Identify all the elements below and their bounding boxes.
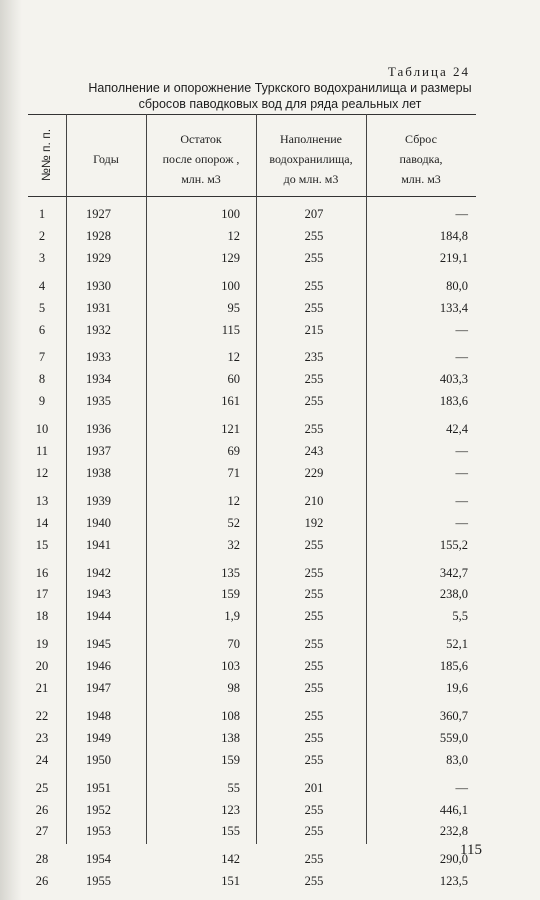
year-cell: 1933 [86,350,111,365]
row-number: 28 [35,852,49,867]
row-number: 15 [35,537,49,552]
table-row [28,656,476,676]
discharge-cell: — [455,465,468,480]
remain-cell: 71 [227,465,240,480]
discharge-cell: 185,6 [439,659,468,674]
fill-cell: 207 [304,207,324,221]
discharge-cell: 52,1 [446,637,468,652]
remain-cell: 70 [227,637,240,652]
remain-cell: 123 [221,802,240,817]
table-row [28,463,476,483]
fill-cell: 255 [304,681,324,695]
year-cell: 1932 [86,322,111,337]
row-number: 21 [35,681,49,695]
discharge-cell: 133,4 [439,300,468,315]
remain-cell: 100 [221,207,240,221]
remain-cell: 98 [227,681,240,695]
remain-cell: 69 [227,444,240,458]
discharge-cell: 123,5 [439,874,468,889]
row-number: 6 [38,322,46,337]
discharge-cell: 232,8 [439,824,468,839]
fill-cell: 255 [304,300,324,315]
page-gutter-shadow [0,0,22,900]
table-row [28,563,476,583]
discharge-cell: — [455,207,468,221]
remain-cell: 135 [221,565,240,580]
discharge-cell: — [455,444,468,458]
year-cell: 1951 [86,780,111,795]
row-number: 25 [35,780,49,795]
table-row [28,320,476,340]
data-table [28,114,476,889]
table-row [28,728,476,748]
row-number: 2 [38,228,46,243]
remain-cell: 142 [221,852,240,867]
fill-cell: 255 [304,422,324,437]
fill-cell: 255 [304,824,324,839]
table-row [28,419,476,439]
discharge-cell: — [455,493,468,508]
table-label: Таблица 24 [387,64,470,79]
table-row [28,634,476,654]
page-number: 115 [460,842,482,858]
year-cell: 1949 [86,730,111,745]
remain-cell: 138 [221,730,240,745]
caption-line-2: сбросов паводковых вод для ряда реальных лет [138,97,422,111]
caption-line-1: Наполнение и опорожнение Туркского водохранилища и размеры [88,81,472,95]
discharge-cell: 19,6 [446,681,468,695]
row-number: 11 [35,444,49,458]
discharge-cell: 342,7 [439,565,468,580]
table-row [28,778,476,798]
header-fill: Наполнение водохранилища, до млн. м3 [269,132,353,186]
year-cell: 1950 [86,752,111,767]
remain-cell: 121 [221,422,240,437]
row-number: 8 [38,372,46,387]
fill-cell: 255 [304,802,324,817]
year-cell: 1930 [86,278,111,293]
table-row [28,871,476,891]
row-number: 26 [35,874,49,889]
row-number: 22 [35,708,49,723]
year-cell: 1938 [86,465,111,480]
year-cell: 1941 [86,537,111,552]
header-remain: Остаток после опорож , млн. м3 [162,132,240,186]
discharge-cell: 155,2 [439,537,468,552]
fill-cell: 255 [304,537,324,552]
fill-cell: 255 [304,752,324,767]
table-row [28,491,476,511]
header-bottom-rule [28,196,476,197]
row-number: 9 [38,394,46,409]
fill-cell: 255 [304,587,324,602]
discharge-cell: — [455,350,468,365]
remain-cell: 108 [221,708,240,723]
table-row [28,226,476,246]
row-number: 16 [35,565,49,580]
fill-cell: 255 [304,278,324,293]
year-cell: 1952 [86,802,111,817]
remain-cell: 95 [227,300,240,315]
header-num: №№ п. п. [39,128,54,182]
year-cell: 1929 [86,250,111,265]
discharge-cell: 42,4 [446,422,468,437]
year-cell: 1944 [86,609,111,624]
fill-cell: 229 [304,465,324,480]
discharge-cell: 559,0 [439,730,468,745]
remain-cell: 155 [221,824,240,839]
discharge-cell: 238,0 [439,587,468,602]
table-row [28,821,476,841]
table-caption [40,80,520,112]
remain-cell: 159 [221,752,240,767]
table-row [28,276,476,296]
fill-cell: 235 [304,350,324,365]
fill-cell: 255 [304,372,324,387]
year-cell: 1927 [86,207,111,221]
row-number: 5 [38,300,46,315]
fill-cell: 243 [304,444,324,458]
table-row [28,441,476,461]
row-number: 17 [35,587,49,602]
year-cell: 1946 [86,659,111,674]
table-row [28,800,476,820]
year-cell: 1954 [86,852,111,867]
row-number: 4 [38,278,46,293]
year-cell: 1934 [86,372,111,387]
year-cell: 1942 [86,565,111,580]
fill-cell: 255 [304,394,324,409]
remain-cell: 12 [227,228,240,243]
fill-cell: 255 [304,708,324,723]
row-number: 23 [35,730,49,745]
table-row [28,584,476,604]
table-row [28,849,476,869]
fill-cell: 255 [304,874,324,889]
table-row [28,369,476,389]
discharge-cell: 184,8 [439,228,468,243]
table-row [28,513,476,533]
year-cell: 1947 [86,681,111,695]
remain-cell: 151 [221,874,240,889]
discharge-cell: — [455,515,468,530]
fill-cell: 215 [304,322,324,337]
table-row [28,678,476,698]
row-number: 14 [35,515,49,530]
row-number: 26 [35,802,49,817]
discharge-cell: 219,1 [439,250,468,265]
row-number: 27 [35,824,49,839]
year-cell: 1948 [86,708,111,723]
year-cell: 1936 [86,422,111,437]
discharge-cell: — [455,322,468,337]
header-year: Годы [93,152,119,166]
fill-cell: 192 [304,515,324,530]
discharge-cell: 83,0 [446,752,468,767]
year-cell: 1937 [86,444,111,458]
fill-cell: 255 [304,565,324,580]
row-number: 19 [35,637,49,652]
discharge-cell: 360,7 [439,708,468,723]
remain-cell: 32 [227,537,240,552]
year-cell: 1943 [86,587,111,602]
fill-cell: 255 [304,637,324,652]
table-row [28,347,476,367]
fill-cell: 255 [304,250,324,265]
row-number: 7 [38,350,46,365]
year-cell: 1939 [86,493,111,508]
remain-cell: 52 [227,515,240,530]
year-cell: 1931 [86,300,111,315]
remain-cell: 12 [227,493,240,508]
table-row [28,204,476,224]
discharge-cell: 403,3 [439,372,468,387]
year-cell: 1928 [86,228,111,243]
remain-cell: 129 [221,250,240,265]
discharge-cell: 183,6 [439,394,468,409]
table-row [28,750,476,770]
row-number: 13 [35,493,49,508]
discharge-cell: 290,0 [439,852,468,867]
year-cell: 1945 [86,637,111,652]
remain-cell: 1,9 [224,609,240,624]
row-number: 3 [38,250,46,265]
fill-cell: 255 [304,659,324,674]
fill-cell: 255 [304,852,324,867]
fill-cell: 255 [304,609,324,624]
row-number: 10 [35,422,49,437]
remain-cell: 100 [221,278,240,293]
table-row [28,535,476,555]
year-cell: 1953 [86,824,111,839]
fill-cell: 201 [304,780,324,795]
table-row [28,606,476,626]
header-discharge: Сброс паводка, млн. м3 [399,132,443,186]
year-cell: 1935 [86,394,111,409]
row-number: 18 [35,609,49,624]
remain-cell: 60 [227,372,240,387]
remain-cell: 55 [227,780,240,795]
remain-cell: 115 [221,322,240,337]
table-row [28,706,476,726]
year-cell: 1940 [86,515,111,530]
remain-cell: 161 [221,394,240,409]
remain-cell: 12 [227,350,240,365]
discharge-cell: — [455,780,468,795]
table-row [28,391,476,411]
row-number: 12 [35,465,49,480]
table-top-rule [28,114,476,115]
discharge-cell: 5,5 [452,609,468,624]
row-number: 24 [35,752,49,767]
fill-cell: 210 [304,493,324,508]
row-number: 1 [38,207,46,221]
remain-cell: 159 [221,587,240,602]
row-number: 20 [35,659,49,674]
table-row [28,298,476,318]
year-cell: 1955 [86,874,111,889]
discharge-cell: 446,1 [439,802,468,817]
discharge-cell: 80,0 [446,278,468,293]
remain-cell: 103 [221,659,240,674]
fill-cell: 255 [304,730,324,745]
table-row [28,248,476,268]
fill-cell: 255 [304,228,324,243]
